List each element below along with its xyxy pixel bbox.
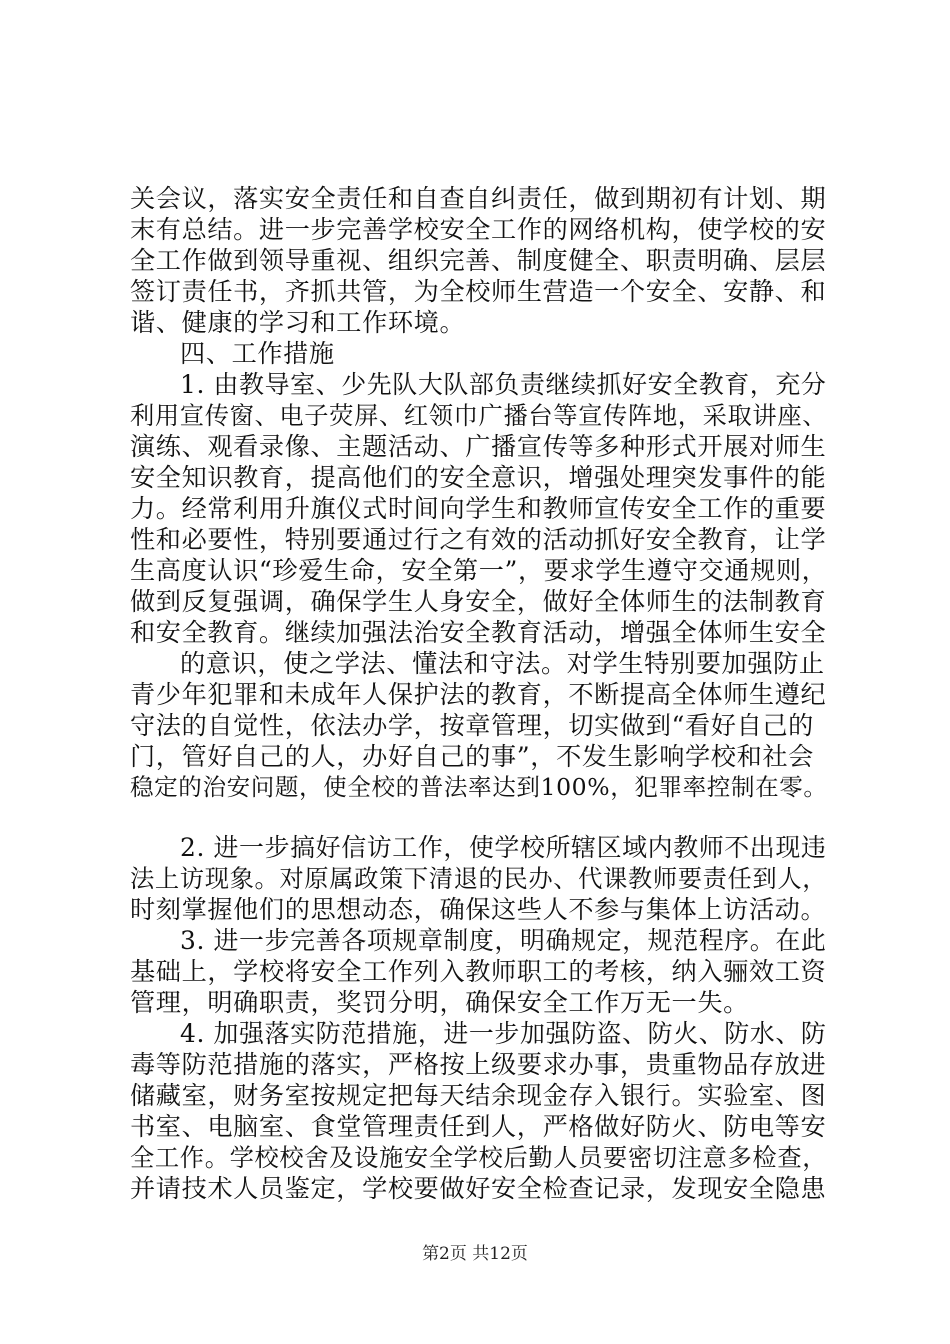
text-line: 利用宣传窗、电子荧屏、红领巾广播台等宣传阵地，采取讲座、 xyxy=(130,401,828,430)
text-line: 全工作做到领导重视、组织完善、制度健全、职责明确、层层 xyxy=(130,246,827,275)
text-line: 力。经常利用升旗仪式时间向学生和教师宣传安全工作的重要 xyxy=(130,494,827,523)
text-line: 演练、观看录像、主题活动、广播宣传等多种形式开展对师生 xyxy=(130,432,827,461)
text-line: 和安全教育。继续加强法治安全教育活动，增强全体师生安全 xyxy=(130,618,827,647)
text-line: 关会议，落实安全责任和自查自纠责任，做到期初有计划、期 xyxy=(130,184,827,213)
text-line: 签订责任书，齐抓共管，为全校师生营造一个安全、安静、和 xyxy=(130,277,827,306)
text-line: 储藏室，财务室按规定把每天结余现金存入银行。实验室、图 xyxy=(130,1081,827,1110)
text-line: 生高度认识“珍爱生命，安全第一”，要求学生遵守交通规则， xyxy=(130,556,828,585)
text-line: 末有总结。进一步完善学校安全工作的网络机构，使学校的安 xyxy=(130,215,827,244)
text-line: 稳定的治安问题，使全校的普法率达到100%，犯罪率控制在零。 xyxy=(130,773,828,801)
text-line: 的意识，使之学法、懂法和守法。对学生特别要加强防止 xyxy=(180,649,825,678)
text-line: 基础上，学校将安全工作列入教师职工的考核，纳入骊效工资 xyxy=(130,957,827,986)
text-line: 1. 由教导室、少先队大队部负责继续抓好安全教育，充分 xyxy=(180,370,827,399)
text-line: 门，管好自己的人，办好自己的事”，不发生影响学校和社会 xyxy=(130,742,814,771)
text-line: 时刻掌握他们的思想动态，确保这些人不参与集体上访活动。 xyxy=(130,895,827,924)
text-line: 法上访现象。对原属政策下清退的民办、代课教师要责任到人， xyxy=(130,864,828,893)
text-line: 4. 加强落实防范措施，进一步加强防盗、防火、防水、防 xyxy=(180,1019,827,1048)
text-line: 安全知识教育，提高他们的安全意识，增强处理突发事件的能 xyxy=(130,463,827,492)
text-line: 青少年犯罪和未成年人保护法的教育，不断提高全体师生遵纪 xyxy=(130,680,827,709)
text-line: 毒等防范措施的落实，严格按上级要求办事，贵重物品存放进 xyxy=(130,1050,827,1079)
section-heading: 四、工作措施 xyxy=(180,339,335,368)
text-line: 管理，明确职责，奖罚分明，确保安全工作万无一失。 xyxy=(130,988,749,1017)
text-line: 做到反复强调，确保学生人身安全，做好全体师生的法制教育 xyxy=(130,587,827,616)
text-line: 书室、电脑室、食堂管理责任到人，严格做好防火、防电等安 xyxy=(130,1112,827,1141)
text-line: 谐、健康的学习和工作环境。 xyxy=(130,308,466,337)
text-line: 并请技术人员鉴定，学校要做好安全检查记录，发现安全隐患 xyxy=(130,1174,827,1203)
text-line: 守法的自觉性，依法办学，按章管理，切实做到“看好自己的 xyxy=(130,711,814,740)
text-line: 3. 进一步完善各项规章制度，明确规定，规范程序。在此 xyxy=(180,926,827,955)
text-line: 2. 进一步搞好信访工作，使学校所辖区域内教师不出现违 xyxy=(180,833,827,862)
page-number: 第2页 共12页 xyxy=(422,1244,528,1264)
text-line: 全工作。学校校舍及设施安全学校后勤人员要密切注意多检查， xyxy=(130,1143,828,1172)
text-line: 性和必要性，特别要通过行之有效的活动抓好安全教育，让学 xyxy=(130,525,827,554)
